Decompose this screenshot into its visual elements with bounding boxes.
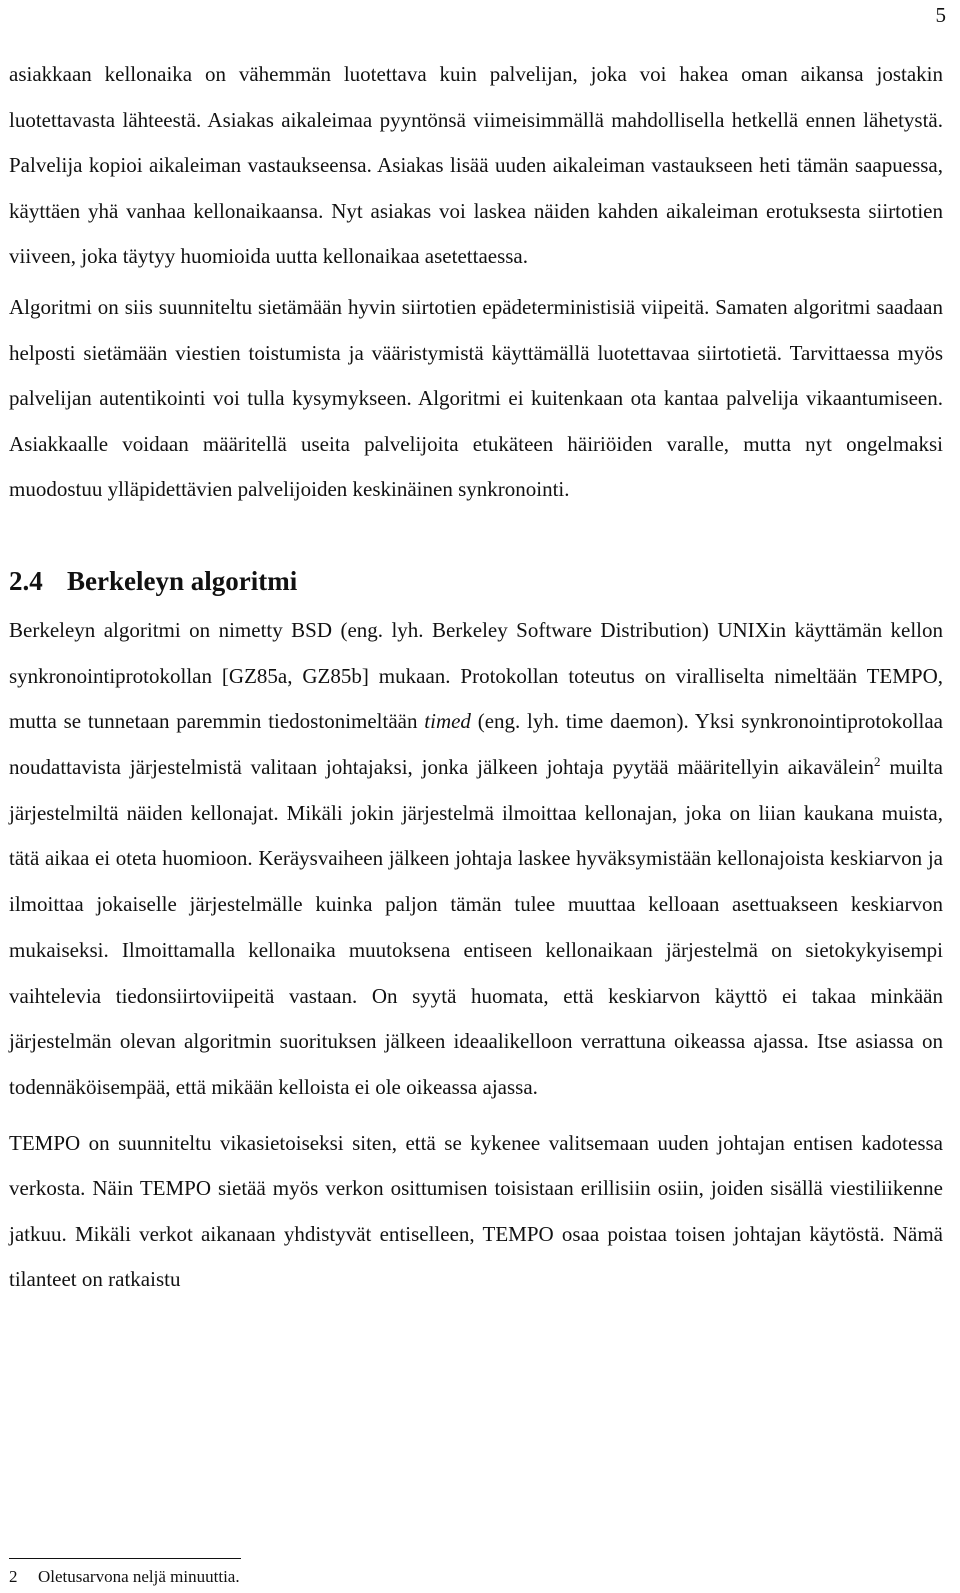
- paragraph-tempo-fault-tolerance: TEMPO on suunniteltu vikasietoiseksi siten, että se kykenee valitsemaan uuden johtajan entisen kadotessa verkosta. Näin TEMPO sietää myös verkon osittumisen toisistaan erillisiin osiin, joiden sisällä viestiliikenne jatkuu. Mikäli verkot aikanaan yhdistyvät entiselleen, TEMPO osaa poistaa toisen johtajan käytöstä. Nämä tilanteet on ratkaistu: [9, 1130, 943, 1292]
- page-body: [9, 52, 943, 1303]
- paragraph-text-part: (eng. lyh. time daemon). Yksi synkronointiprotokollaa noudattavista järjestelmistä valitaan johtajaksi, jonka jälkeen johtaja pyytää määritellyin aikavälein: [9, 709, 943, 780]
- footnote-text: Oletusarvona neljä minuuttia.: [38, 1567, 240, 1586]
- paragraph-berkeley-description: [9, 608, 943, 1111]
- footnote-number: 2: [9, 1567, 18, 1586]
- section-title: Berkeleyn algoritmi: [67, 565, 298, 596]
- footnote-reference: 2: [873, 754, 881, 770]
- footnote: [9, 1566, 240, 1588]
- section-heading: [9, 561, 943, 601]
- italic-term-timed: timed: [424, 709, 471, 734]
- paragraph-client-timestamp: asiakkaan kellonaika on vähemmän luotettava kuin palvelijan, joka voi hakea oman aikansa jostakin luotettavasta lähteestä. Asiakas aikaleimaa pyyntönsä viimeisimmällä mahdollisella hetkellä ennen lähetystä. Palvelija kopioi aikaleiman vastaukseensa. Asiakas lisää uuden aikaleiman vastaukseen heti tämän saapuessa, käyttäen yhä vanhaa kellonaikaansa. Nyt asiakas voi laskea näiden kahden aikaleiman erotuksesta siirtotien viiveen, joka täytyy huomioida uutta kellonaikaa asetettaessa.: [9, 62, 943, 269]
- section-number: 2.4: [9, 565, 43, 596]
- page-number: 5: [935, 3, 946, 27]
- paragraph-algorithm-tolerance: Algoritmi on siis suunniteltu sietämään hyvin siirtotien epädeterministisiä viipeitä. Samaten algoritmi saadaan helposti sietämään viestien toistumista ja vääristymistä käyttämällä luotettavaa siirtotietä. Tarvittaessa myös palvelijan autentikointi voi tulla kysymykseen. Algoritmi ei kuitenkaan ota kantaa palvelija vikaantumiseen. Asiakkaalle voidaan määritellä useita palvelijoita etukäteen häiriöiden varalle, mutta nyt ongelmaksi muodostuu ylläpidettävien palvelijoiden keskinäinen synkronointi.: [9, 294, 943, 502]
- paragraph-text-part: muilta järjestelmiltä näiden kellonajat. Mikäli jokin järjestelmä ilmoittaa kellonajan, joka on liian kaukana muista, tätä aikaa ei oteta huomioon. Keräysvaiheen jälkeen johtaja laskee hyväksymistään kellonajoista keskiarvon ja ilmoittaa jokaiselle järjestelmälle kuinka paljon tämän tulee muuttaa kelloaan asettuakseen keskiarvon mukaiseksi. Ilmoittamalla kellonaika muutoksena entiseen kellonaikaan järjestelmä on sietokykyisempi vaihtelevia tiedonsiirtoviipeitä vastaan. On syytä huomata, että keskiarvon käyttö ei takaa minkään järjestelmän olevan algoritmin suorituksen jälkeen ideaalikelloon verrattuna oikeassa ajassa. Itse asiassa on todennäköisempää, että mikään kelloista ei ole oikeassa ajassa.: [9, 755, 943, 1099]
- paragraph-text-part: Berkeleyn algoritmi on nimetty BSD (eng. lyh. Berkeley Software Distribution) UNIXin käyttämän kellon synkronointiprotokollan [GZ85a, GZ85b] mukaan. Protokollan toteutus on viralliselta nimeltään TEMPO, mutta se tunnetaan paremmin tiedostonimeltään: [9, 617, 943, 734]
- footnote-divider: [9, 1558, 241, 1559]
